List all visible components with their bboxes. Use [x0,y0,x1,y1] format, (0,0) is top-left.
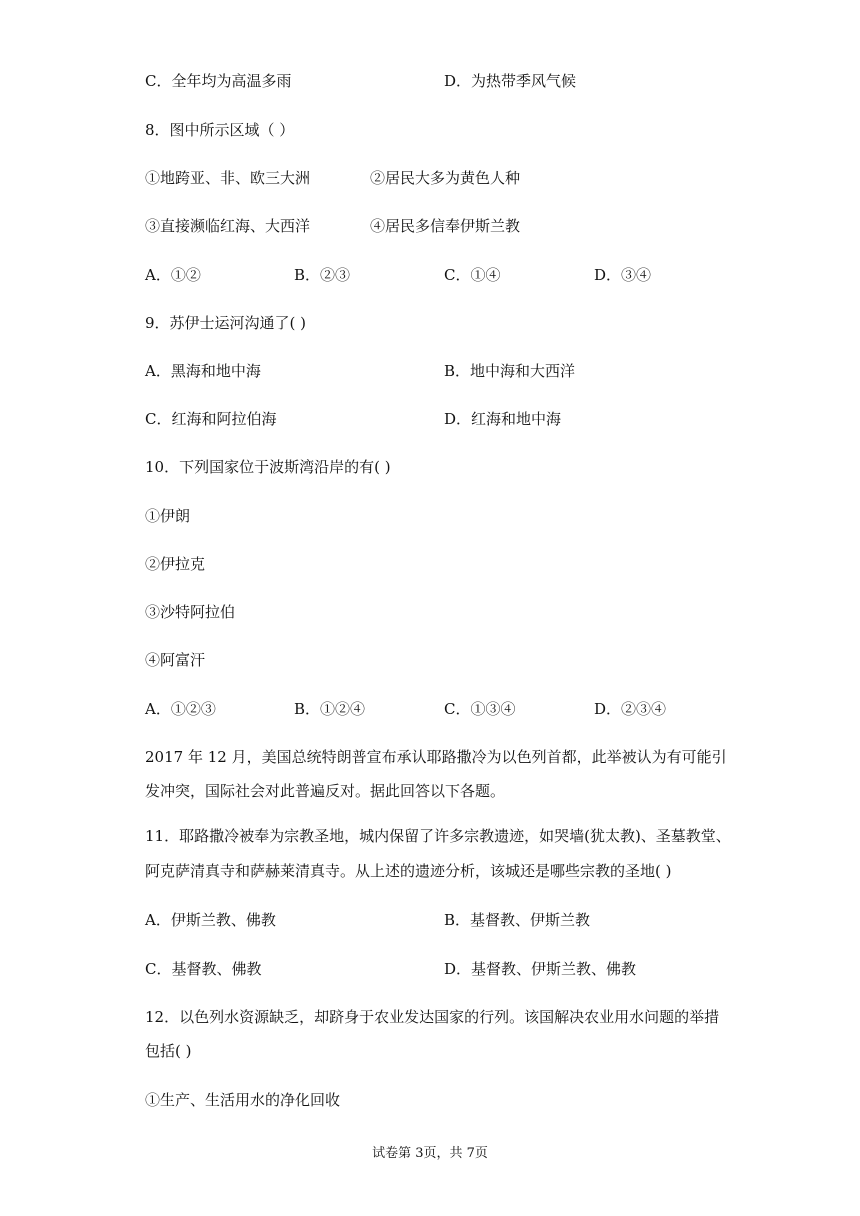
q11-option-a: A．伊斯兰教、佛教 [145,911,276,929]
q10-option-d: D．②③④ [594,700,667,718]
q10-statement-2: ②伊拉克 [145,555,206,573]
q8-statement-2: ②居民大多为黄色人种 [370,169,521,187]
q8-stem: 8．图中所示区域（ ） [145,121,295,139]
q9-option-c: C．红海和阿拉伯海 [145,410,277,428]
q8-statement-3: ③直接濒临红海、大西洋 [145,217,311,235]
q8-statement-1: ①地跨亚、非、欧三大洲 [145,169,311,187]
q11-stem-line-1: 11．耶路撒冷被奉为宗教圣地，城内保留了许多宗教遗迹，如哭墙(犹太教)、圣墓教堂、 [145,827,731,845]
q10-statement-1: ①伊朗 [145,507,191,525]
q8-statement-4: ④居民多信奉伊斯兰教 [370,217,521,235]
q8-option-b: B．②③ [294,266,351,284]
q8-option-c: C．①④ [444,266,501,284]
q10-statement-3: ③沙特阿拉伯 [145,603,236,621]
q9-option-a: A．黑海和地中海 [145,362,261,380]
q10-statement-4: ④阿富汗 [145,651,206,669]
q11-option-d: D．基督教、伊斯兰教、佛教 [444,960,637,978]
q7-option-c: C．全年均为高温多雨 [145,72,292,90]
q10-option-a: A．①②③ [145,700,216,718]
q12-statement-1: ①生产、生活用水的净化回收 [145,1091,341,1109]
q8-option-d: D．③④ [594,266,652,284]
q12-stem-line-1: 12．以色列水资源缺乏，却跻身于农业发达国家的行列。该国解决农业用水问题的举措 [145,1008,720,1026]
q10-option-b: B．①②④ [294,700,366,718]
q11-stem-line-2: 阿克萨清真寺和萨赫莱清真寺。从上述的遗迹分析，该城还是哪些宗教的圣地( ) [145,862,672,880]
q10-stem: 10．下列国家位于波斯湾沿岸的有( ) [145,458,391,476]
q9-option-b: B．地中海和大西洋 [444,362,576,380]
passage-line-1: 2017 年 12 月，美国总统特朗普宣布承认耶路撒冷为以色列首都，此举被认为有可能引 [145,748,727,766]
q11-option-b: B．基督教、伊斯兰教 [444,911,591,929]
passage-line-2: 发冲突，国际社会对此普遍反对。据此回答以下各题。 [145,782,506,800]
q9-option-d: D．红海和地中海 [444,410,562,428]
page-footer: 试卷第 3页，共 7页 [372,1146,488,1161]
q12-stem-line-2: 包括( ) [145,1042,192,1060]
q11-option-c: C．基督教、佛教 [145,960,262,978]
q10-option-c: C．①③④ [444,700,516,718]
q7-option-d: D．为热带季风气候 [444,72,577,90]
q9-stem: 9．苏伊士运河沟通了( ) [145,314,307,332]
q8-option-a: A．①② [145,266,201,284]
